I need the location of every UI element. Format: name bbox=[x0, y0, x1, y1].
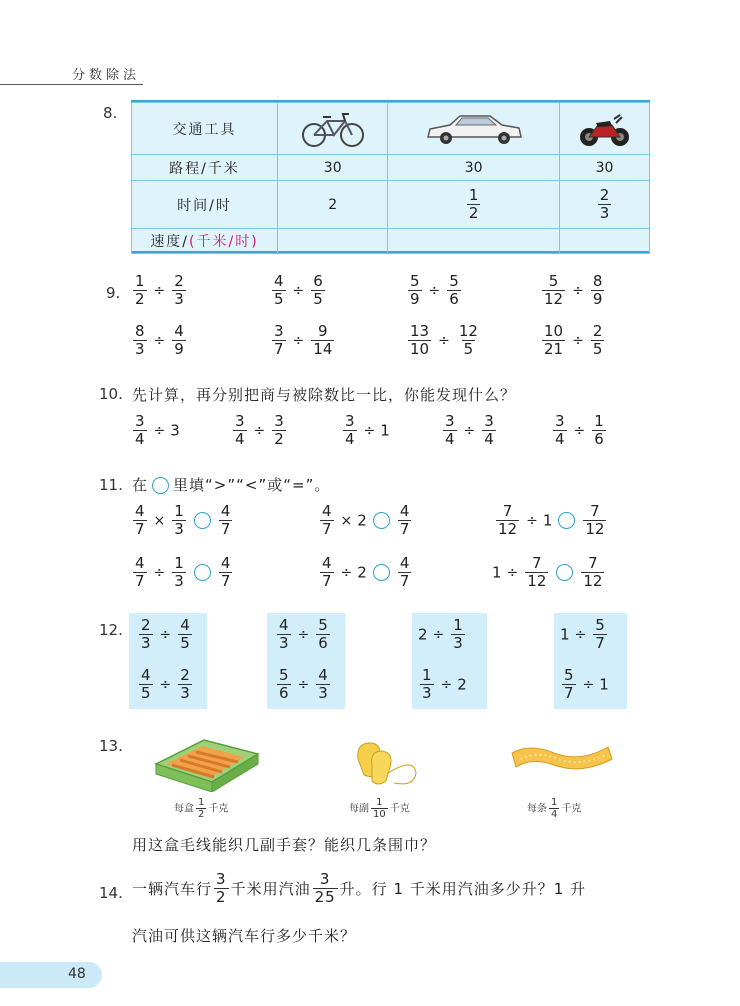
q13-number: 13. bbox=[99, 737, 123, 755]
q9-number: 9. bbox=[106, 284, 121, 302]
q11-number: 11. bbox=[99, 476, 123, 494]
bicycle-icon bbox=[301, 109, 365, 149]
q12-number: 12. bbox=[99, 621, 123, 639]
speed-table bbox=[131, 100, 650, 253]
motorcycle-cell bbox=[559, 103, 649, 155]
math-expression: $\frac{5}{12}$ ÷ $\frac{8}{9}$ bbox=[544, 272, 603, 308]
page-number-tab bbox=[0, 962, 102, 988]
math-expression: $\frac{1}{2}$ ÷ $\frac{2}{3}$ bbox=[135, 272, 184, 308]
math-expression: $\frac{5}{9}$ ÷ $\frac{5}{6}$ bbox=[410, 272, 459, 308]
q11-instruction: 在 里填“>”“<”或“=”。 bbox=[132, 476, 331, 494]
answer-circle[interactable] bbox=[558, 512, 575, 529]
speed-answer-cell[interactable] bbox=[278, 229, 388, 254]
answer-circle[interactable] bbox=[373, 512, 390, 529]
compare-expression: $\frac{7}{12}$ ÷ 1 $\frac{7}{12}$ bbox=[498, 502, 605, 538]
time-value: 2 bbox=[278, 181, 388, 229]
time-label: 时间/时 bbox=[132, 181, 278, 229]
expression-group: $\frac{4}{3}$ ÷ $\frac{5}{6}$ $\frac{5}{6}$ ÷ $\frac{4}{3}$ bbox=[267, 613, 345, 709]
q10-instruction: 先计算，再分别把商与被除数比一比，你能发现什么？ bbox=[132, 386, 517, 404]
math-expression: $\frac{3}{4}$ ÷ $\frac{3}{2}$ bbox=[235, 412, 284, 448]
q14-number: 14. bbox=[99, 884, 123, 902]
scarf-icon bbox=[510, 739, 614, 777]
math-expression: $\frac{10}{21}$ ÷ $\frac{2}{5}$ bbox=[544, 322, 603, 358]
compare-expression: 1 ÷ $\frac{7}{12}$ $\frac{7}{12}$ bbox=[492, 554, 603, 590]
gloves-caption: 每副 $\frac{1}{10}$ 千克 bbox=[349, 797, 410, 820]
q8-number: 8. bbox=[103, 104, 118, 122]
car-icon bbox=[424, 109, 524, 149]
expression-group: 1 ÷ $\frac{5}{7}$ $\frac{5}{7}$ ÷ 1 bbox=[554, 613, 627, 709]
time-value bbox=[388, 181, 560, 229]
expression-group: $\frac{2}{3}$ ÷ $\frac{4}{5}$ $\frac{4}{5}$ ÷ $\frac{2}{3}$ bbox=[129, 613, 207, 709]
compare-expression: $\frac{4}{7}$ ÷ 2 $\frac{4}{7}$ bbox=[322, 554, 410, 590]
chapter-header bbox=[0, 64, 143, 82]
compare-expression: $\frac{4}{7}$ × $\frac{1}{3}$ $\frac{4}{7}$ bbox=[135, 502, 231, 538]
math-expression: $\frac{3}{4}$ ÷ $\frac{3}{4}$ bbox=[445, 412, 494, 448]
expression-group: 2 ÷ $\frac{1}{3}$ $\frac{1}{3}$ ÷ 2 bbox=[412, 613, 487, 709]
scarf-caption: 每条 $\frac{1}{4}$ 千克 bbox=[527, 797, 582, 820]
q10-number: 10. bbox=[99, 385, 123, 403]
fraction: $\frac{3}{2}$ bbox=[216, 870, 227, 906]
motorcycle-icon bbox=[578, 109, 630, 149]
page-number: 48 bbox=[68, 966, 86, 982]
distance-label: 路程/千米 bbox=[132, 155, 278, 181]
speed-answer-cell[interactable] bbox=[388, 229, 560, 254]
answer-circle[interactable] bbox=[556, 564, 573, 581]
chapter-title: 分数除法 bbox=[72, 68, 141, 83]
math-expression: $\frac{3}{4}$ ÷ $\frac{1}{6}$ bbox=[555, 412, 604, 448]
math-expression: $\frac{4}{5}$ ÷ $\frac{6}{5}$ bbox=[274, 272, 323, 308]
yarn-box-icon bbox=[152, 732, 262, 792]
answer-circle[interactable] bbox=[194, 512, 211, 529]
speed-answer-cell[interactable] bbox=[559, 229, 649, 254]
bicycle-cell bbox=[278, 103, 388, 155]
answer-circle-icon bbox=[152, 477, 169, 494]
time-value bbox=[559, 181, 649, 229]
distance-value: 30 bbox=[559, 155, 649, 181]
gloves-icon bbox=[352, 737, 422, 789]
speed-label: 速度/(千米/时) bbox=[132, 229, 278, 254]
answer-circle[interactable] bbox=[194, 564, 211, 581]
speed-unit: (千米/时) bbox=[189, 234, 259, 250]
distance-value: 30 bbox=[388, 155, 560, 181]
yarn-box-caption: 每盒 $\frac{1}{2}$ 千克 bbox=[174, 797, 229, 820]
math-expression: $\frac{3}{7}$ ÷ $\frac{9}{14}$ bbox=[274, 322, 333, 358]
q14-question-line2: 汽油可供这辆汽车行多少千米？ bbox=[132, 927, 357, 945]
compare-expression: $\frac{4}{7}$ ÷ $\frac{1}{3}$ $\frac{4}{7}$ bbox=[135, 554, 231, 590]
q13-question: 用这盒毛线能织几副手套？能织几条围巾？ bbox=[132, 836, 437, 854]
math-expression: $\frac{13}{10}$ ÷ $\frac{12}{5}$ bbox=[410, 322, 478, 358]
math-expression: $\frac{8}{3}$ ÷ $\frac{4}{9}$ bbox=[135, 322, 184, 358]
car-cell bbox=[388, 103, 560, 155]
answer-circle[interactable] bbox=[373, 564, 390, 581]
vehicle-label: 交通工具 bbox=[132, 103, 278, 155]
header-rule bbox=[0, 84, 143, 85]
distance-value: 30 bbox=[278, 155, 388, 181]
math-expression: $\frac{3}{4}$ ÷ 3 bbox=[135, 412, 180, 448]
fraction: $\frac{1}{2}$ bbox=[468, 186, 479, 222]
fraction: $\frac{2}{3}$ bbox=[599, 186, 610, 222]
fraction: $\frac{3}{25}$ bbox=[314, 870, 336, 906]
compare-expression: $\frac{4}{7}$ × 2 $\frac{4}{7}$ bbox=[322, 502, 410, 538]
q14-question-line1: 一辆汽车行 $\frac{3}{2}$ 千米用汽油 $\frac{3}{25}$ 升。行 1 千米用汽油多少升？1 升 bbox=[132, 870, 587, 906]
math-expression: $\frac{3}{4}$ ÷ 1 bbox=[345, 412, 390, 448]
